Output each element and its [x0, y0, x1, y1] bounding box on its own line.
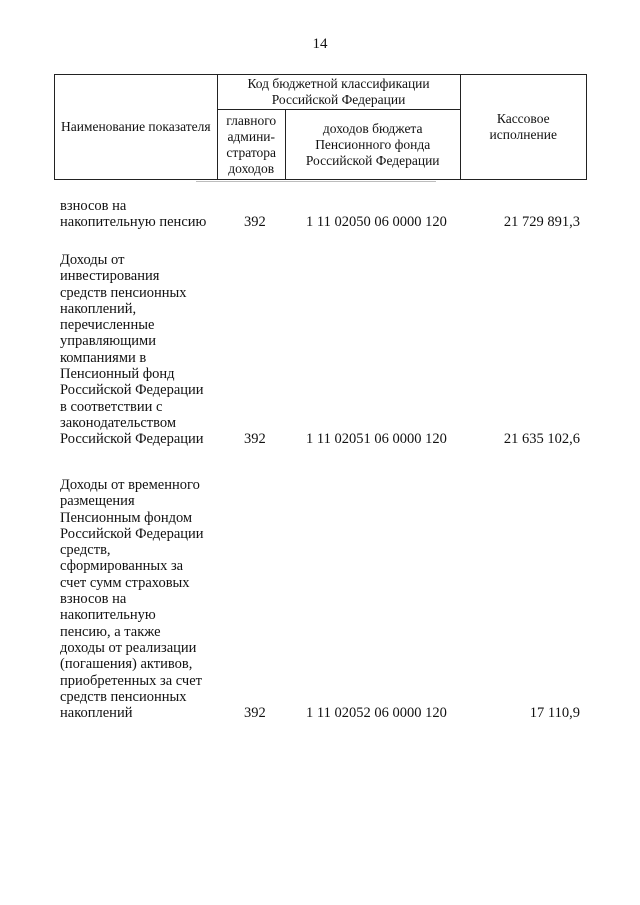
row-admin-code: 392 [244, 705, 266, 722]
row-budget-code: 1 11 02050 06 0000 120 [306, 214, 447, 231]
row-name: взносов на накопительную пенсию [60, 198, 207, 231]
header-rule [196, 181, 436, 182]
row-admin-code: 392 [244, 214, 266, 231]
row-budget-code: 1 11 02051 06 0000 120 [306, 431, 447, 448]
table-row [60, 477, 586, 721]
row-name: Доходы от инвестирования средств пенсионных накоплений, перечисленные управляющими компаниями в Пенсионный фонд Российской Федерации в соответствии с законодательством Российской Федерации [60, 252, 204, 448]
row-amount: 21 729 891,3 [503, 214, 580, 231]
row-amount: 21 635 102,6 [503, 431, 580, 448]
header-chief-admin: главного админи-стратора доходов [217, 110, 285, 180]
row-budget-code: 1 11 02052 06 0000 120 [306, 705, 447, 722]
page-number: 14 [312, 36, 328, 52]
header-cash-execution: Кассовое исполнение [460, 75, 586, 180]
table-row [60, 252, 586, 448]
row-name: Доходы от временного размещения Пенсионным фондом Российской Федерации средств, сформированных за счет сумм страховых взносов на накопительную пенсию, а также доходы от реализации (погашения) активов, приобретенных за счет средств пенсионных накоплений [60, 477, 204, 722]
header-revenue-code: доходов бюджета Пенсионного фонда Российской Федерации [285, 110, 460, 180]
row-admin-code: 392 [244, 431, 266, 448]
table-row [60, 198, 586, 231]
row-amount: 17 110,9 [529, 705, 580, 722]
header-indicator-name: Наименование показателя [55, 75, 218, 180]
header-classification-group: Код бюджетной классификации Российской Федерации [217, 75, 460, 110]
table-header [54, 74, 587, 180]
